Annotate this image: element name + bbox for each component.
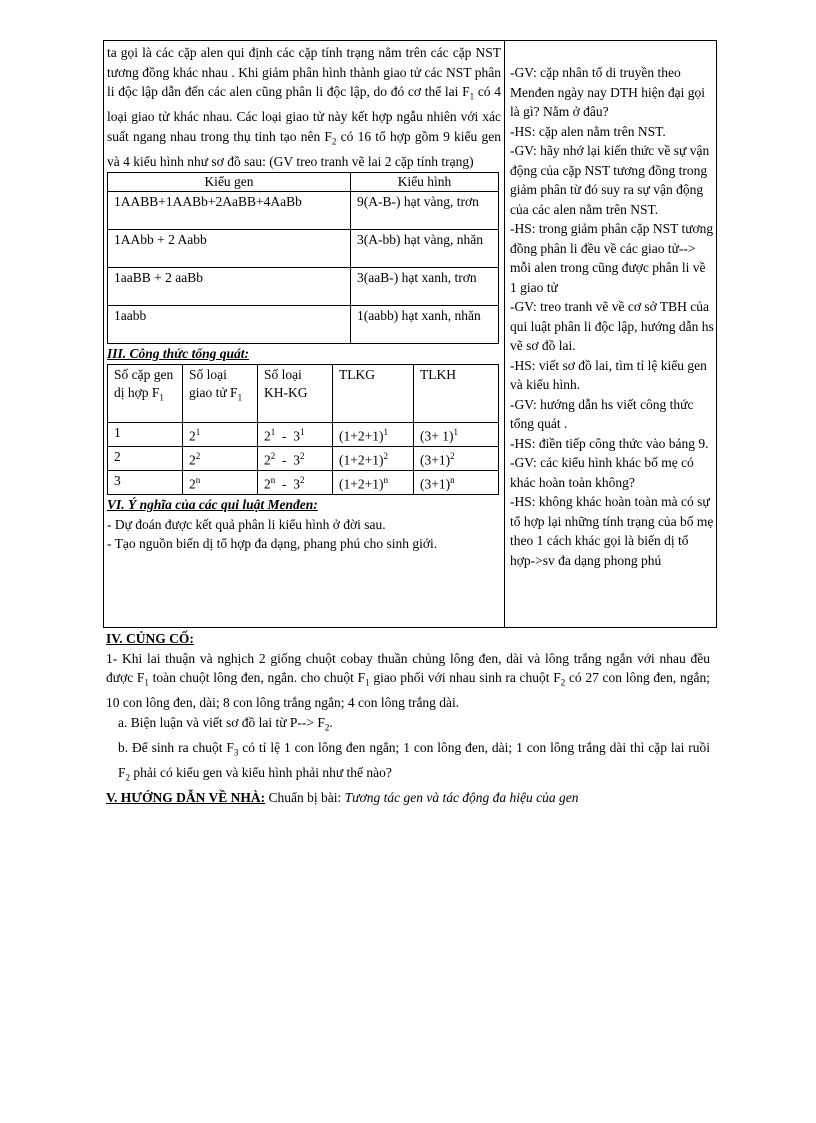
header-so-cap-gen: Số cặp gen dị hợp $F_1$ <box>108 365 183 423</box>
cell-gametes: $2^2$ <box>183 447 258 471</box>
phenotype-cell: 3(A-bb) hạt vàng, nhăn <box>351 229 499 267</box>
activity-line: -HS: trong giảm phân cặp NST tương đồng phân li đều về các giao tử--> mỗi alen trong cũng được phân li về 1 giao tử <box>510 221 714 295</box>
formula-table <box>107 364 499 495</box>
activity-line: -GV: hướng dẫn hs viết công thức tổng quát . <box>510 396 694 431</box>
genotype-cell: 1aabb <box>108 305 351 343</box>
activity-line: -GV: cặp nhân tố di truyền theo Menđen ngày nay DTH hiện đại gọi là gì? Nằm ở đâu? <box>510 65 705 119</box>
genotype-phenotype-table <box>107 172 499 344</box>
cell-kh-kg: $2^n - 3^2$ <box>258 471 333 495</box>
cell-gametes: 2$^n$ <box>183 471 258 495</box>
cell-tlkh: $(3+ 1)^1$ <box>414 423 499 447</box>
explanation-paragraph: ta gọi là các cặp alen qui định các cặp tính trạng nằm trên các cặp NST tương đồng khác nhau . Khi giảm phân hình thành giao tử các NST phân li độc lập dẫn đến các alen cũng phân li độc lập, do đó cơ thể lai $F_1$ có 4 loại giao tử khác nhau. Các loại giao tử này kết hợp ngẫu nhiên với xác suất ngang nhau trong thụ tinh tạo nên $F_2$ có 16 tổ hợp gồm 9 kiểu gen và 4 kiểu hình như sơ đồ sau: (GV treo tranh vẽ lai 2 cặp tính trạng) <box>107 45 501 169</box>
header-kieu-gen: Kiểu gen <box>108 173 351 192</box>
heading-huong-dan: V. HƯỚNG DẪN VỀ NHÀ: <box>106 790 266 806</box>
right-column-activities <box>510 63 714 570</box>
cell-gametes: $2^1$ <box>183 423 258 447</box>
phenotype-cell: 3(aaB-) hạt xanh, trơn <box>351 267 499 305</box>
column-divider <box>504 41 505 627</box>
header-tlkg: TLKG <box>333 365 414 423</box>
table-row <box>108 447 499 471</box>
cell-n: 3 <box>108 471 183 495</box>
left-column <box>107 43 501 554</box>
significance-bullet: - Tạo nguồn biến dị tổ hợp đa dạng, phang phú cho sinh giới. <box>107 536 438 552</box>
activity-line: -HS: không khác hoàn toàn mà có sự tổ hợp lại những tính trạng của bố mẹ theo 1 cách khác gọi là biến dị tổ hợp->sv đa dạng phong phú <box>510 494 714 568</box>
activity-line: -GV: các kiểu hình khác bố mẹ có khác hoàn toàn không? <box>510 455 694 490</box>
exercise-question: 1- Khi lai thuận và nghịch 2 giống chuột cobay thuần chủng lông đen, dài và lông trắng ngắn với nhau đều được $F_1$ toàn chuột lông đen, ngắn. cho chuột $F_1$ giao phối với nhau sinh ra chuột $F_2$ có 27 con lông đen, ngắn; 10 con lông đen, dài; 8 con lông trắng ngắn; 4 con lông trắng dài. <box>106 650 710 711</box>
activity-line: -HS: điền tiếp công thức vào bảng 9. <box>510 435 709 451</box>
activity-line: -GV: treo tranh vẽ về cơ sở TBH của qui luật phân li độc lập, hướng dẫn hs vẽ sơ đồ lai. <box>510 299 714 353</box>
cell-kh-kg: $2^2 - 3^2$ <box>258 447 333 471</box>
table-row <box>108 267 499 305</box>
header-kieu-hinh: Kiểu hình <box>351 173 499 192</box>
exercise-part-b: b. Để sinh ra chuột $F_3$ có tỉ lệ 1 con lông đen ngắn; 1 con lông đen, dài; 1 con lông trắng dài thì cặp lai ruồi $F_2$ phải có kiểu gen và kiểu hình phải như thế nào? <box>118 739 711 783</box>
genotype-cell: 1AAbb + 2 Aabb <box>108 229 351 267</box>
cell-tlkg: $(1+2+1)^2$ <box>333 447 414 471</box>
cell-tlkg: $(1+2+1)^n$ <box>333 471 414 495</box>
activity-line: -GV: hãy nhớ lại kiến thức về sự vận động của cặp NST tương đồng trong giảm phân từ đó suy ra sự vận động của các alen nằm trên NST. <box>510 143 710 217</box>
activity-line: -HS: viết sơ đồ lai, tìm tỉ lệ kiểu gen và kiểu hình. <box>510 357 707 392</box>
section-heading-formula: III. Công thức tổng quát: <box>107 345 250 361</box>
table-row <box>108 229 499 267</box>
header-so-loai-giao-tu: Số loại giao tử $F_1$ <box>183 365 258 423</box>
lesson-table <box>103 40 717 628</box>
table-header-row <box>108 173 499 192</box>
cell-n: 2 <box>108 447 183 471</box>
table-row <box>108 423 499 447</box>
table-row <box>108 191 499 229</box>
exercise-part-a: a. Biện luận và viết sơ đồ lai từ $P--> F_2$. <box>118 714 333 733</box>
cell-tlkh: $(3+1)^2$ <box>414 447 499 471</box>
homework-line: V. HƯỚNG DẪN VỀ NHÀ: Chuẩn bị bài: Tương tác gen và tác động đa hiệu của gen <box>106 790 579 806</box>
cell-kh-kg: $2^1 - 3^1$ <box>258 423 333 447</box>
genotype-cell: 1AABB+1AABb+2AaBB+4AaBb <box>108 191 351 229</box>
table-row <box>108 471 499 495</box>
phenotype-cell: 9(A-B-) hạt vàng, trơn <box>351 191 499 229</box>
header-tlkh: TLKH <box>414 365 499 423</box>
table-row <box>108 305 499 343</box>
next-lesson-title: Tương tác gen và tác động đa hiệu của gen <box>344 790 579 806</box>
table-header-row <box>108 365 499 423</box>
activity-line: -HS: cặp alen nằm trên NST. <box>510 123 666 139</box>
cell-n: 1 <box>108 423 183 447</box>
genotype-cell: 1aaBB + 2 aaBb <box>108 267 351 305</box>
phenotype-cell: 1(aabb) hạt xanh, nhăn <box>351 305 499 343</box>
significance-bullet: - Dự đoán được kết quả phân li kiểu hình ở đời sau. <box>107 516 386 532</box>
header-so-loai-kh-kg: Số loại KH-KG <box>258 365 333 423</box>
section-heading-significance: VI. Ý nghĩa của các qui luật Menđen: <box>107 497 318 513</box>
heading-cung-co: IV. CỦNG CỐ: <box>106 631 194 646</box>
cell-tlkh: $(3+1)^n$ <box>414 471 499 495</box>
bottom-section <box>106 629 710 808</box>
cell-tlkg: $(1+2+1)^1$ <box>333 423 414 447</box>
